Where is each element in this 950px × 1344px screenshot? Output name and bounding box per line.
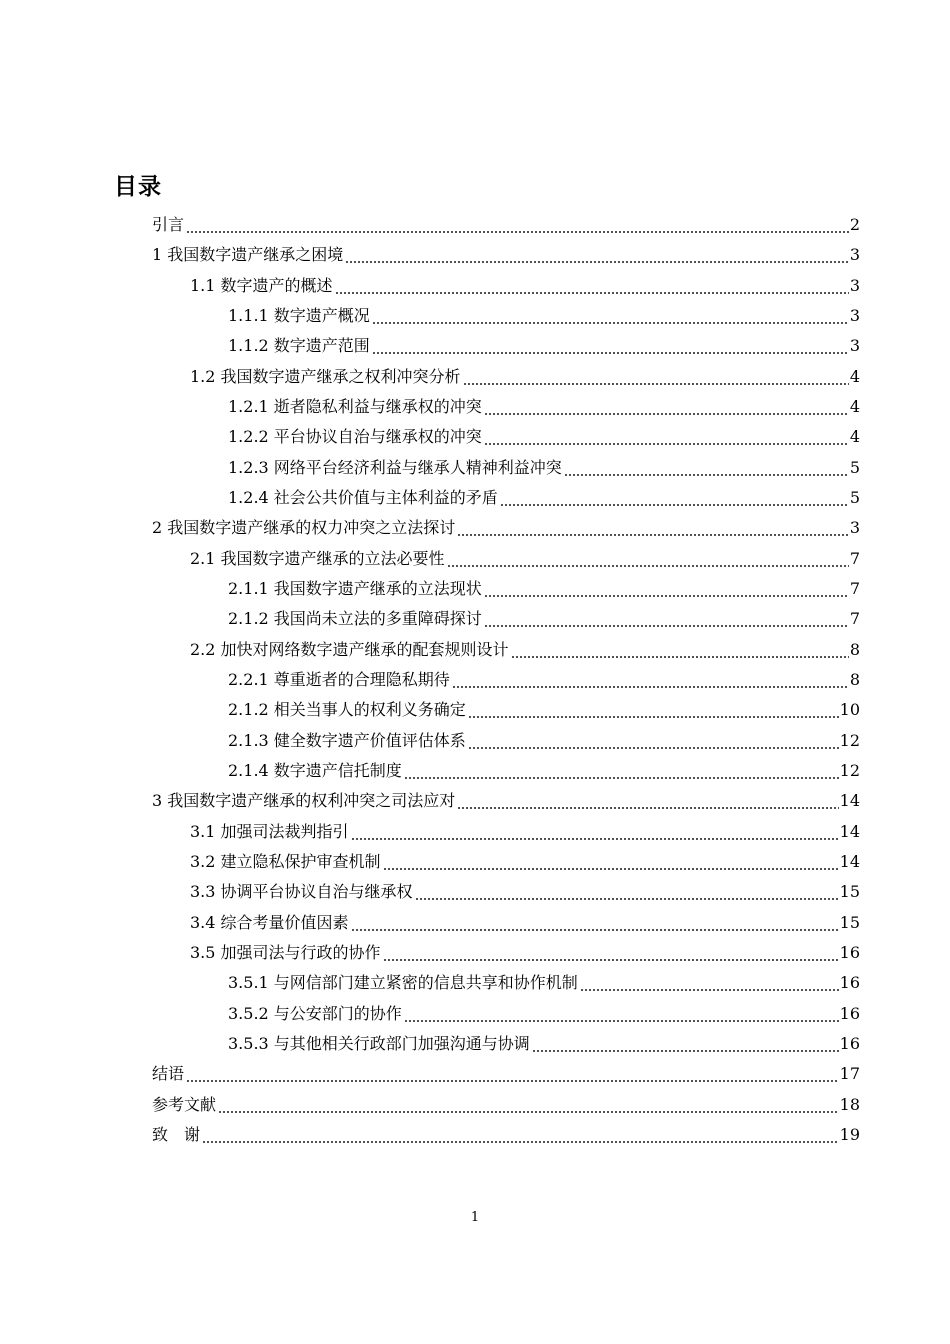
toc-entry[interactable] xyxy=(228,698,860,722)
toc-entry[interactable] xyxy=(190,638,860,662)
toc-entry-page: 4 xyxy=(849,427,860,447)
toc-entry-page: 15 xyxy=(839,912,860,932)
toc-entry[interactable] xyxy=(152,213,860,237)
toc-entry-page: 16 xyxy=(839,1033,860,1053)
toc-entry[interactable] xyxy=(152,789,860,813)
dot-leader xyxy=(580,971,839,995)
toc-entry-page: 7 xyxy=(849,609,860,629)
dot-leader xyxy=(372,334,849,358)
toc-entry[interactable] xyxy=(228,395,860,419)
toc-entry[interactable] xyxy=(228,1002,860,1026)
toc-entry[interactable] xyxy=(190,547,860,571)
toc-entry-page: 12 xyxy=(839,730,860,750)
toc-entry-page: 4 xyxy=(849,396,860,416)
dot-leader xyxy=(457,516,849,540)
toc-entry-label: 2.2.1 尊重逝者的合理隐私期待 xyxy=(228,669,450,689)
toc-entry[interactable] xyxy=(228,668,860,692)
toc-entry[interactable] xyxy=(152,516,860,540)
toc-entry-page: 14 xyxy=(839,851,860,871)
toc-entry-label: 3.2 建立隐私保护审查机制 xyxy=(190,851,381,871)
toc-entry-label: 3.3 协调平台协议自治与继承权 xyxy=(190,882,413,902)
toc-entry[interactable] xyxy=(228,607,860,631)
toc-entry-page: 14 xyxy=(839,791,860,811)
toc-entry-page: 7 xyxy=(849,578,860,598)
toc-entry-page: 12 xyxy=(839,760,860,780)
toc-entry-page: 8 xyxy=(849,669,860,689)
toc-entry-label: 3.5.2 与公安部门的协作 xyxy=(228,1003,402,1023)
toc-entry-label: 1 我国数字遗产继承之困境 xyxy=(152,245,344,265)
toc-entry[interactable] xyxy=(152,1123,860,1147)
toc-entry-page: 16 xyxy=(839,973,860,993)
toc-entry-label: 1.2.4 社会公共价值与主体利益的矛盾 xyxy=(228,487,498,507)
toc-entry[interactable] xyxy=(228,304,860,328)
toc-entry-label: 2.1 我国数字遗产继承的立法必要性 xyxy=(190,548,445,568)
dot-leader xyxy=(186,1062,839,1086)
toc-entry[interactable] xyxy=(152,1062,860,1086)
dot-leader xyxy=(383,941,839,965)
toc-entry-label: 3 我国数字遗产继承的权利冲突之司法应对 xyxy=(152,791,456,811)
dot-leader xyxy=(463,365,849,389)
dot-leader xyxy=(351,820,839,844)
dot-leader xyxy=(335,274,849,298)
dot-leader xyxy=(218,1093,839,1117)
dot-leader xyxy=(351,911,839,935)
dot-leader xyxy=(404,1002,839,1026)
toc-entry-label: 2.1.4 数字遗产信托制度 xyxy=(228,760,402,780)
dot-leader xyxy=(484,577,849,601)
toc-entry[interactable] xyxy=(190,820,860,844)
toc-entry-page: 3 xyxy=(849,518,860,538)
toc-entry[interactable] xyxy=(228,1032,860,1056)
toc-entry-page: 3 xyxy=(849,336,860,356)
dot-leader xyxy=(500,486,849,510)
dot-leader xyxy=(532,1032,839,1056)
toc-entry-label: 3.1 加强司法裁判指引 xyxy=(190,821,349,841)
dot-leader xyxy=(468,729,839,753)
dot-leader xyxy=(484,395,849,419)
toc-entry-label: 2.1.1 我国数字遗产继承的立法现状 xyxy=(228,578,482,598)
toc-entry-label: 3.5 加强司法与行政的协作 xyxy=(190,942,381,962)
toc-entry[interactable] xyxy=(190,850,860,874)
toc-entry-label: 2.2 加快对网络数字遗产继承的配套规则设计 xyxy=(190,639,509,659)
toc-entry-page: 4 xyxy=(849,366,860,386)
toc-entry-label: 3.5.1 与网信部门建立紧密的信息共享和协作机制 xyxy=(228,973,578,993)
toc-entry-label: 1.2.3 网络平台经济利益与继承人精神利益冲突 xyxy=(228,457,562,477)
dot-leader xyxy=(415,880,839,904)
toc-entry-page: 19 xyxy=(839,1124,860,1144)
dot-leader xyxy=(345,243,849,267)
toc-entry-page: 5 xyxy=(849,487,860,507)
toc-entry-page: 3 xyxy=(849,305,860,325)
toc-entry-label: 致 谢 xyxy=(152,1124,201,1144)
toc-entry-label: 3.5.3 与其他相关行政部门加强沟通与协调 xyxy=(228,1033,530,1053)
toc-entry-label: 1.2.1 逝者隐私利益与继承权的冲突 xyxy=(228,396,482,416)
toc-entry-label: 1.1 数字遗产的概述 xyxy=(190,275,333,295)
toc-entry-label: 结语 xyxy=(152,1064,185,1084)
dot-leader xyxy=(404,759,839,783)
dot-leader xyxy=(484,425,849,449)
toc-entry-label: 2.1.2 相关当事人的权利义务确定 xyxy=(228,700,466,720)
toc-entry-label: 1.1.1 数字遗产概况 xyxy=(228,305,370,325)
toc-entry-page: 15 xyxy=(839,882,860,902)
toc-entry-page: 3 xyxy=(849,245,860,265)
toc-entry-label: 1.2 我国数字遗产继承之权利冲突分析 xyxy=(190,366,461,386)
toc-entry[interactable] xyxy=(190,911,860,935)
dot-leader xyxy=(447,547,849,571)
page-title: 目录 xyxy=(114,174,162,200)
toc-entry[interactable] xyxy=(228,425,860,449)
toc-entry[interactable] xyxy=(190,274,860,298)
toc-entry-label: 1.2.2 平台协议自治与继承权的冲突 xyxy=(228,427,482,447)
toc-entry[interactable] xyxy=(228,577,860,601)
dot-leader xyxy=(484,607,849,631)
dot-leader xyxy=(372,304,849,328)
toc-entry-label: 2 我国数字遗产继承的权力冲突之立法探讨 xyxy=(152,518,456,538)
toc-entry-page: 5 xyxy=(849,457,860,477)
toc-entry-page: 16 xyxy=(839,942,860,962)
toc-entry[interactable] xyxy=(190,941,860,965)
toc-entry-label: 2.1.3 健全数字遗产价值评估体系 xyxy=(228,730,466,750)
dot-leader xyxy=(186,213,849,237)
dot-leader xyxy=(468,698,839,722)
dot-leader xyxy=(383,850,839,874)
toc-entry-page: 17 xyxy=(839,1064,860,1084)
toc-entry-page: 7 xyxy=(849,548,860,568)
toc-entry-page: 14 xyxy=(839,821,860,841)
toc-entry[interactable] xyxy=(228,759,860,783)
dot-leader xyxy=(457,789,838,813)
toc-entry[interactable] xyxy=(152,1093,860,1117)
dot-leader xyxy=(511,638,849,662)
toc-entry[interactable] xyxy=(228,729,860,753)
toc-entry[interactable] xyxy=(152,243,860,267)
toc-entry[interactable] xyxy=(190,365,860,389)
toc-entry-label: 引言 xyxy=(152,215,185,234)
toc-entry[interactable] xyxy=(228,486,860,510)
toc-entry-page: 3 xyxy=(849,275,860,295)
dot-leader xyxy=(452,668,849,692)
toc-entry[interactable] xyxy=(228,971,860,995)
toc-entry-label: 3.4 综合考量价值因素 xyxy=(190,912,349,932)
toc-entry-page: 10 xyxy=(839,700,860,720)
dot-leader xyxy=(564,456,849,480)
toc-entry-page: 16 xyxy=(839,1003,860,1023)
toc-entry-page: 8 xyxy=(849,639,860,659)
toc-entry-label: 2.1.2 我国尚未立法的多重障碍探讨 xyxy=(228,609,482,629)
toc-entry[interactable] xyxy=(190,880,860,904)
toc-entry-page: 18 xyxy=(839,1094,860,1114)
toc-entry[interactable] xyxy=(228,334,860,358)
toc-entry-page: 2 xyxy=(849,215,860,234)
toc-entry[interactable] xyxy=(228,456,860,480)
toc-entry-label: 参考文献 xyxy=(152,1094,217,1114)
dot-leader xyxy=(202,1123,839,1147)
toc-entry-label: 1.1.2 数字遗产范围 xyxy=(228,336,370,356)
page-number: 1 xyxy=(470,1210,480,1225)
